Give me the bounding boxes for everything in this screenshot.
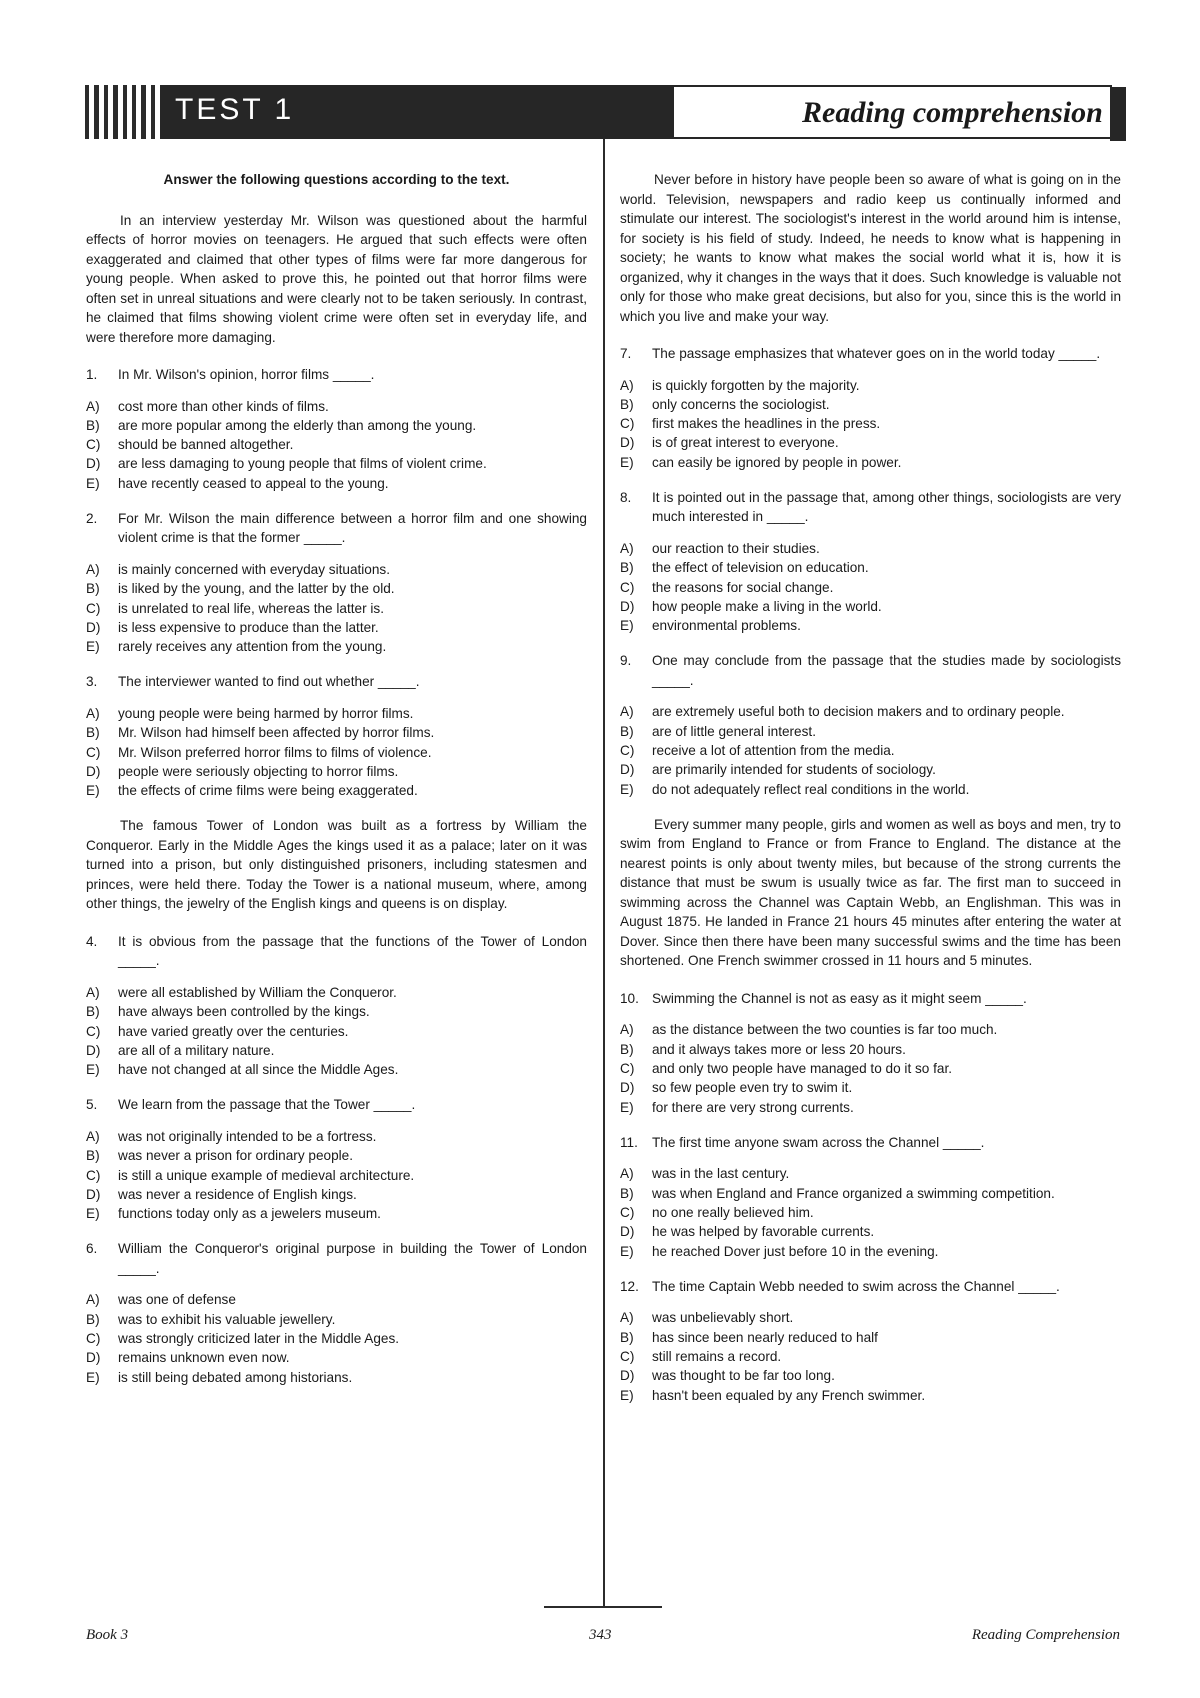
option-letter: C) — [86, 744, 101, 760]
option-text: is liked by the young, and the latter by the old. — [118, 581, 395, 597]
option-text: functions today only as a jewelers museum. — [118, 1206, 381, 1222]
question-text: The interviewer wanted to find out whether _____. — [118, 674, 420, 690]
answer-option — [620, 578, 1121, 597]
answer-option — [620, 1386, 1121, 1405]
option-text: have varied greatly over the centuries. — [118, 1023, 349, 1039]
answer-option — [620, 722, 1121, 741]
option-text: Mr. Wilson had himself been affected by horror films. — [118, 725, 435, 741]
answer-option — [86, 435, 587, 454]
option-text: was never a residence of English kings. — [118, 1186, 357, 1202]
answer-options — [86, 397, 587, 493]
option-text: is unrelated to real life, whereas the latter is. — [118, 600, 384, 616]
option-letter: C) — [620, 579, 635, 595]
question-number: 8. — [620, 489, 632, 505]
option-letter: A) — [620, 540, 634, 556]
answer-option — [86, 637, 587, 656]
option-text: our reaction to their studies. — [652, 540, 820, 556]
option-text: was strongly criticized later in the Middle Ages. — [118, 1331, 400, 1347]
answer-option — [86, 743, 587, 762]
option-letter: E) — [620, 781, 634, 797]
option-text: should be banned altogether. — [118, 437, 294, 453]
question-10 — [620, 989, 1121, 1117]
option-text: how people make a living in the world. — [652, 598, 882, 614]
question-number: 4. — [86, 933, 98, 949]
question-number: 3. — [86, 674, 98, 690]
question-8 — [620, 488, 1121, 635]
option-letter: E) — [86, 639, 100, 655]
option-text: are primarily intended for students of sociology. — [652, 762, 936, 778]
question-stem — [620, 1133, 1121, 1153]
question-stem — [86, 509, 587, 548]
option-text: was never a prison for ordinary people. — [118, 1148, 353, 1164]
answer-option — [620, 597, 1121, 616]
column-divider — [603, 139, 605, 1607]
option-letter: D) — [620, 435, 635, 451]
passage-sociology: Never before in history have people been so aware of what is going on in the world. Television, newspapers and radio keep us continually informed and stimulate our interest. The sociologist's interest in the world around him is intense, for society is his field of study. Indeed, he needs to know what is happening in society; he wants to know what makes the social world what it is, how it is organized, why it changes in the ways that it does. Such knowledge is valuable not only for those who make great decisions, but also for you, since this is the world in which you live and make your way. — [620, 172, 1121, 324]
question-text: It is pointed out in the passage that, among other things, sociologists are very much interested in _____. — [652, 489, 1121, 525]
option-letter: C) — [86, 437, 101, 453]
answer-option — [86, 723, 587, 742]
question-4 — [86, 932, 587, 1079]
answer-options — [620, 539, 1121, 635]
option-letter: C) — [620, 416, 635, 432]
option-letter: C) — [86, 1167, 101, 1183]
option-letter: A) — [86, 705, 100, 721]
answer-option — [620, 1308, 1121, 1327]
option-letter: C) — [620, 1061, 635, 1077]
option-letter: C) — [86, 600, 101, 616]
option-text: are less damaging to young people that films of violent crime. — [118, 456, 487, 472]
question-number: 10. — [620, 990, 639, 1006]
option-letter: B) — [86, 725, 100, 741]
answer-option — [620, 1184, 1121, 1203]
answer-options — [620, 376, 1121, 472]
answer-option — [86, 1310, 587, 1329]
option-letter: D) — [86, 1042, 101, 1058]
option-letter: B) — [620, 1185, 634, 1201]
option-letter: A) — [86, 1128, 100, 1144]
answer-option — [86, 560, 587, 579]
option-letter: A) — [620, 1022, 634, 1038]
answer-option — [620, 395, 1121, 414]
option-text: have always been controlled by the kings. — [118, 1004, 370, 1020]
option-letter: D) — [86, 1186, 101, 1202]
option-text: rarely receives any attention from the young. — [118, 639, 387, 655]
answer-option — [86, 781, 587, 800]
question-stem — [86, 1239, 587, 1278]
answer-option — [86, 1368, 587, 1387]
answer-options — [86, 704, 587, 800]
option-text: environmental problems. — [652, 618, 801, 634]
footer-rule — [544, 1606, 662, 1608]
option-text: have recently ceased to appeal to the young. — [118, 475, 389, 491]
answer-option — [620, 1347, 1121, 1366]
question-text: One may conclude from the passage that the studies made by sociologists _____. — [652, 653, 1121, 688]
question-12 — [620, 1277, 1121, 1405]
question-stem — [86, 365, 587, 385]
question-stem — [86, 1095, 587, 1115]
footer-book: Book 3 — [86, 1627, 129, 1643]
option-letter: D) — [620, 1368, 635, 1384]
option-text: are all of a military nature. — [118, 1042, 275, 1058]
answer-option — [620, 1059, 1121, 1078]
option-text: was unbelievably short. — [652, 1310, 794, 1326]
answer-option — [620, 539, 1121, 558]
option-letter: E) — [620, 1387, 634, 1403]
answer-options — [86, 1127, 587, 1223]
question-stem — [86, 932, 587, 971]
option-text: so few people even try to swim it. — [652, 1080, 853, 1096]
option-letter: B) — [86, 1311, 100, 1327]
answer-option — [620, 1366, 1121, 1385]
question-stem — [620, 344, 1121, 364]
option-text: are more popular among the elderly than among the young. — [118, 417, 477, 433]
answer-option — [620, 1222, 1121, 1241]
question-number: 5. — [86, 1097, 98, 1113]
answer-option — [86, 1329, 587, 1348]
section-title: Reading comprehension — [802, 96, 1103, 129]
question-text: We learn from the passage that the Tower _____. — [118, 1097, 416, 1113]
option-text: were all established by William the Conqueror. — [118, 984, 397, 1000]
option-text: for there are very strong currents. — [652, 1099, 854, 1115]
option-text: is quickly forgotten by the majority. — [652, 377, 860, 393]
option-letter: E) — [86, 1062, 100, 1078]
option-text: he reached Dover just before 10 in the evening. — [652, 1243, 939, 1259]
question-number: 7. — [620, 346, 632, 361]
option-text: Mr. Wilson preferred horror films to films of violence. — [118, 744, 432, 760]
option-letter: A) — [620, 1310, 634, 1326]
question-5 — [86, 1095, 587, 1223]
option-text: are of little general interest. — [652, 723, 816, 739]
question-number: 9. — [620, 653, 632, 669]
answer-option — [620, 433, 1121, 452]
option-letter: E) — [620, 1243, 634, 1259]
question-11 — [620, 1133, 1121, 1261]
option-text: was not originally intended to be a fortress. — [118, 1128, 377, 1144]
option-text: can easily be ignored by people in power. — [652, 454, 902, 470]
option-text: was to exhibit his valuable jewellery. — [118, 1311, 336, 1327]
answer-options — [86, 983, 587, 1079]
instruction: Answer the following questions according to the text. — [163, 172, 510, 187]
answer-options — [86, 1290, 587, 1386]
option-text: remains unknown even now. — [118, 1350, 290, 1366]
question-number: 11. — [620, 1134, 638, 1150]
option-text: hasn't been equaled by any French swimmer. — [652, 1387, 926, 1403]
option-letter: A) — [86, 984, 100, 1000]
answer-option — [86, 579, 587, 598]
answer-options — [620, 1020, 1121, 1116]
passage-tower-of-london: The famous Tower of London was built as a fortress by William the Conqueror. Early in the Middle Ages the kings used it as a palace; later on it was turned into a prison, but only distinguished prisoners, including statesmen and princes, were held there. Today the Tower is a national museum, where, among other things, the jewelry of the English kings and queens is on display. — [86, 818, 587, 912]
option-letter: D) — [620, 598, 635, 614]
answer-option — [86, 1041, 587, 1060]
option-text: was when England and France organized a swimming competition. — [652, 1185, 1055, 1201]
option-letter: C) — [620, 1349, 635, 1365]
option-letter: D) — [86, 1350, 101, 1366]
question-text: For Mr. Wilson the main difference between a horror film and one showing violent crime is that the former _____. — [118, 510, 587, 546]
question-text: It is obvious from the passage that the functions of the Tower of London _____. — [118, 933, 587, 969]
option-text: still remains a record. — [652, 1349, 782, 1365]
option-text: and only two people have managed to do it so far. — [652, 1061, 953, 1077]
option-text: is still a unique example of medieval architecture. — [118, 1167, 415, 1183]
option-text: only concerns the sociologist. — [652, 396, 830, 412]
option-letter: B) — [620, 396, 634, 412]
option-text: as the distance between the two counties is far too much. — [652, 1022, 998, 1038]
option-text: first makes the headlines in the press. — [652, 416, 881, 432]
answer-option — [620, 453, 1121, 472]
option-letter: D) — [86, 456, 101, 472]
answer-option — [620, 1098, 1121, 1117]
option-letter: B) — [86, 581, 100, 597]
option-text: cost more than other kinds of films. — [118, 398, 329, 414]
option-text: was one of defense — [118, 1292, 236, 1308]
option-text: receive a lot of attention from the media. — [652, 743, 895, 759]
answer-option — [86, 1166, 587, 1185]
answer-option — [620, 780, 1121, 799]
answer-option — [86, 1127, 587, 1146]
answer-option — [86, 599, 587, 618]
answer-option — [620, 1242, 1121, 1261]
question-text: William the Conqueror's original purpose in building the Tower of London _____. — [118, 1241, 587, 1276]
option-letter: B) — [620, 560, 634, 576]
option-text: young people were being harmed by horror films. — [118, 705, 414, 721]
option-letter: C) — [620, 1205, 635, 1221]
option-letter: B) — [620, 1329, 634, 1345]
answer-option — [86, 704, 587, 723]
passage-horror-films: In an interview yesterday Mr. Wilson was questioned about the harmful effects of horror movies on teenagers. He argued that such effects were often exaggerated and claimed that other types of films were far more dangerous for young people. When asked to prove this, he pointed out that horror films were often set in unreal situations and were clearly not to be taken seriously. In contrast, he claimed that films showing violent crime were often set in everyday life, and were therefore more damaging. — [86, 212, 587, 345]
question-number: 2. — [86, 510, 98, 526]
answer-option — [86, 1290, 587, 1309]
answer-option — [620, 1203, 1121, 1222]
answer-option — [86, 1185, 587, 1204]
question-3 — [86, 672, 587, 800]
answer-option — [86, 474, 587, 493]
question-number: 12. — [620, 1278, 639, 1294]
option-text: and it always takes more or less 20 hours. — [652, 1041, 906, 1057]
option-letter: D) — [620, 1080, 635, 1096]
option-letter: A) — [620, 377, 634, 393]
footer-section: Reading Comprehension — [971, 1627, 1120, 1643]
answer-option — [620, 1078, 1121, 1097]
question-stem — [86, 672, 587, 692]
question-stem — [620, 1277, 1121, 1297]
option-text: the reasons for social change. — [652, 579, 834, 595]
option-text: is mainly concerned with everyday situations. — [118, 561, 391, 577]
question-number: 1. — [86, 367, 98, 382]
option-text: do not adequately reflect real conditions in the world. — [652, 781, 970, 797]
answer-option — [86, 618, 587, 637]
option-text: was in the last century. — [652, 1166, 790, 1182]
option-letter: B) — [620, 1041, 634, 1057]
question-text: Swimming the Channel is not as easy as it might seem _____. — [652, 990, 1027, 1006]
option-text: are extremely useful both to decision makers and to ordinary people. — [652, 704, 1065, 720]
question-1 — [86, 365, 587, 493]
answer-option — [620, 1040, 1121, 1059]
option-letter: C) — [86, 1023, 101, 1039]
option-letter: A) — [620, 1166, 634, 1182]
option-text: no one really believed him. — [652, 1205, 814, 1221]
answer-option — [86, 397, 587, 416]
option-text: have not changed at all since the Middle Ages. — [118, 1062, 399, 1078]
option-text: was thought to be far too long. — [652, 1368, 835, 1384]
option-letter: D) — [86, 619, 101, 635]
option-letter: E) — [620, 454, 634, 470]
answer-options — [620, 702, 1121, 798]
answer-option — [86, 1146, 587, 1165]
option-letter: D) — [620, 762, 635, 778]
answer-option — [86, 983, 587, 1002]
question-2 — [86, 509, 587, 656]
option-letter: A) — [620, 704, 634, 720]
answer-option — [86, 1204, 587, 1223]
question-stem — [620, 488, 1121, 527]
option-text: has since been nearly reduced to half — [652, 1329, 878, 1345]
passage-channel-swim: Every summer many people, girls and women as well as boys and men, try to swim from England to France or from France to England. The distance at the nearest points is only about twenty miles, but because of the strong currents the distance that must be swum is usually twice as far. The first man to succeed in swimming across the Channel was Captain Webb, an Englishman. This was in August 1875. He landed in France 21 hours 45 minutes after entering the water at Dover. Since then there have been many successful swims and the time has been shortened. One French swimmer crossed in 11 hours and 5 minutes. — [620, 816, 1121, 969]
answer-options — [86, 560, 587, 656]
option-letter: C) — [86, 1331, 101, 1347]
option-text: is of great interest to everyone. — [652, 435, 839, 451]
question-6 — [86, 1239, 587, 1386]
page-header — [85, 85, 1124, 139]
question-number: 6. — [86, 1241, 98, 1257]
answer-option — [620, 702, 1121, 721]
answer-option — [620, 741, 1121, 760]
option-letter: B) — [86, 1148, 100, 1164]
answer-option — [620, 376, 1121, 395]
option-text: is less expensive to produce than the latter. — [118, 619, 379, 635]
question-text: The time Captain Webb needed to swim across the Channel _____. — [652, 1278, 1060, 1294]
answer-option — [620, 414, 1121, 433]
answer-option — [86, 1022, 587, 1041]
option-text: the effect of television on education. — [652, 560, 869, 576]
answer-option — [86, 1002, 587, 1021]
option-letter: E) — [86, 1369, 100, 1385]
question-stem — [620, 989, 1121, 1009]
answer-option — [86, 762, 587, 781]
option-letter: A) — [86, 398, 100, 414]
option-letter: D) — [86, 763, 101, 779]
answer-option — [620, 1020, 1121, 1039]
question-text: In Mr. Wilson's opinion, horror films _____. — [118, 367, 375, 382]
test-title: TEST 1 — [175, 93, 295, 126]
answer-option — [86, 1348, 587, 1367]
answer-option — [86, 1060, 587, 1079]
answer-option — [86, 416, 587, 435]
option-letter: A) — [86, 561, 100, 577]
option-letter: C) — [620, 743, 635, 759]
section-title-box — [672, 85, 1112, 139]
option-letter: E) — [620, 1099, 634, 1115]
answer-options — [620, 1164, 1121, 1260]
answer-options — [620, 1308, 1121, 1404]
right-column — [620, 170, 1121, 1421]
option-text: people were seriously objecting to horror films. — [118, 763, 399, 779]
left-column — [86, 170, 587, 1403]
option-letter: B) — [620, 723, 634, 739]
option-letter: B) — [86, 1004, 100, 1020]
question-text: The passage emphasizes that whatever goes on in the world today _____. — [652, 346, 1101, 361]
answer-option — [620, 760, 1121, 779]
question-9 — [620, 651, 1121, 798]
answer-option — [620, 1328, 1121, 1347]
question-7 — [620, 344, 1121, 472]
question-stem — [620, 651, 1121, 690]
option-letter: E) — [620, 618, 634, 634]
option-letter: E) — [86, 1206, 100, 1222]
answer-option — [86, 454, 587, 473]
option-letter: A) — [86, 1292, 100, 1308]
option-letter: E) — [86, 783, 100, 799]
option-letter: D) — [620, 1224, 635, 1240]
answer-option — [620, 1164, 1121, 1183]
option-letter: E) — [86, 475, 100, 491]
option-text: the effects of crime films were being exaggerated. — [118, 783, 418, 799]
page-number: 343 — [589, 1627, 612, 1643]
question-text: The first time anyone swam across the Channel _____. — [652, 1134, 985, 1150]
option-letter: B) — [86, 417, 100, 433]
header-stripes — [85, 85, 155, 139]
option-text: he was helped by favorable currents. — [652, 1224, 875, 1240]
option-text: is still being debated among historians. — [118, 1369, 353, 1385]
answer-option — [620, 558, 1121, 577]
answer-option — [620, 616, 1121, 635]
